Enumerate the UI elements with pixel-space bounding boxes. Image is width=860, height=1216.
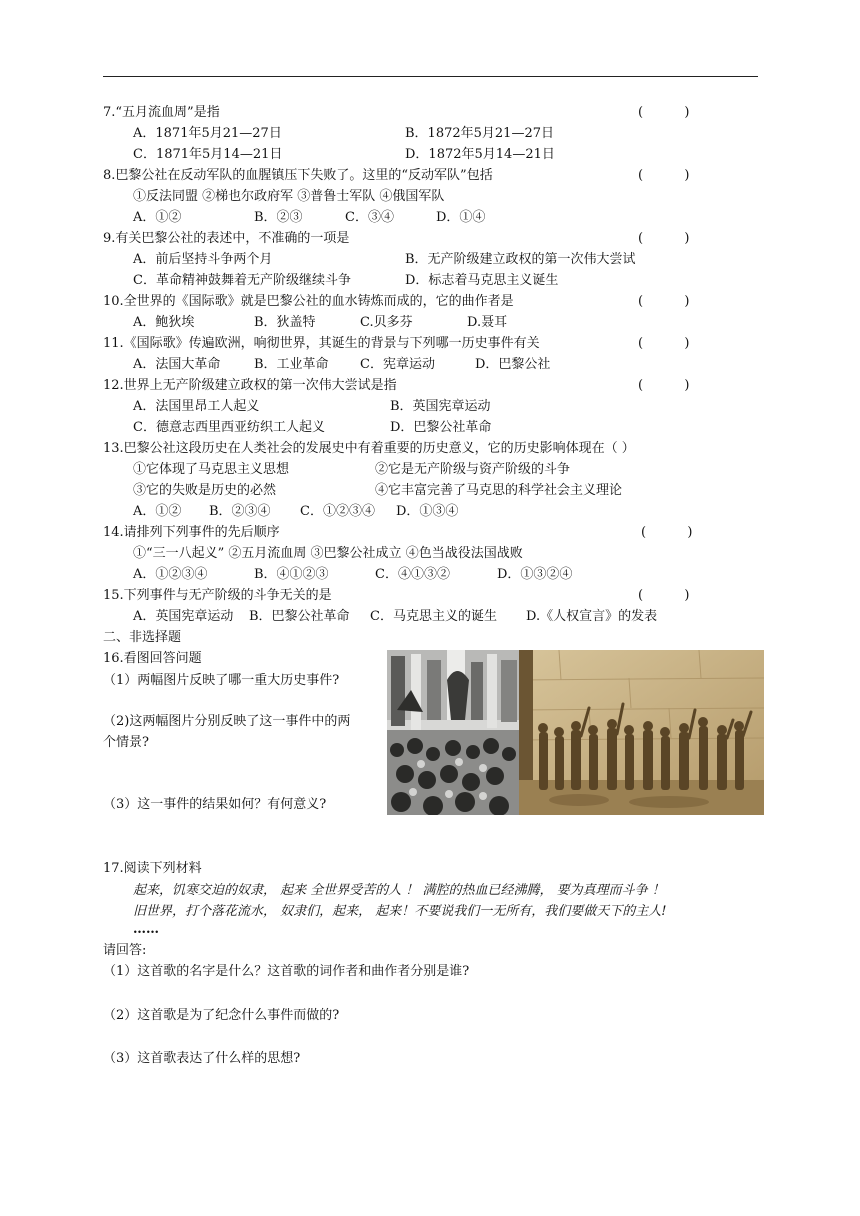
engraving-picture [387, 650, 519, 815]
option-d: D．巴黎公社 [475, 357, 551, 372]
option-a: A．①② [133, 504, 182, 519]
answer-blank[interactable]: ( ) [638, 294, 690, 309]
option-d: D.聂耳 [467, 315, 508, 330]
option-b: B．②③④ [209, 504, 271, 519]
option-a: A．法国大革命 [133, 357, 221, 372]
option-c: C．革命精神鼓舞着无产阶级继续斗争 [133, 273, 351, 288]
option-b: B．工业革命 [254, 357, 329, 372]
question-16: 16.看图回答问题 [103, 651, 202, 666]
question-14-items: ①“三一八起义” ②五月流血周 ③巴黎公社成立 ④色当战役法国战败 [133, 546, 523, 561]
option-b: B．英国宪章运动 [390, 399, 491, 414]
question-9: 9.有关巴黎公社的表述中，不准确的一项是 [103, 231, 350, 246]
answer-blank[interactable]: ( ) [638, 231, 690, 246]
question-16-part-2: （2)这两幅图片分别反映了这一事件中的两 [103, 714, 351, 729]
option-a: A．①② [133, 210, 182, 225]
question-17: 17.阅读下列材料 [103, 861, 202, 876]
option-a: A．1871年5月21—27日 [133, 126, 282, 141]
option-b: B．1872年5月21—27日 [405, 126, 554, 141]
question-16-part-3: （3）这一事件的结果如何？有何意义? [103, 797, 327, 812]
statement-2: ②它是无产阶级与资产阶级的斗争 [375, 462, 571, 477]
option-c: C．宪章运动 [360, 357, 435, 372]
option-a: A．法国里昂工人起义 [133, 399, 260, 414]
section-heading: 二、非选择题 [103, 630, 182, 645]
question-17-part-1: （1）这首歌的名字是什么？这首歌的词作者和曲作者分别是谁? [103, 964, 470, 979]
option-a: A．①②③④ [133, 567, 208, 582]
question-12: 12.世界上无产阶级建立政权的第一次伟大尝试是指 [103, 378, 397, 393]
question-15: 15.下列事件与无产阶级的斗争无关的是 [103, 588, 332, 603]
option-c: C．①②③④ [300, 504, 375, 519]
wall-painting-picture [519, 650, 764, 815]
option-b: B．④①②③ [254, 567, 329, 582]
option-c: C．③④ [345, 210, 394, 225]
question-10: 10.全世界的《国际歌》就是巴黎公社的血水铸炼而成的，它的曲作者是 [103, 294, 514, 309]
option-d: D．①④ [436, 210, 486, 225]
answer-blank[interactable]: ( ) [638, 336, 690, 351]
question-8-items: ①反法同盟 ②梯也尔政府军 ③普鲁士军队 ④俄国军队 [133, 189, 445, 204]
option-d: D．标志着马克思主义诞生 [405, 273, 559, 288]
option-b: B．无产阶级建立政权的第一次伟大尝试 [405, 252, 636, 267]
question-13: 13.巴黎公社这段历史在人类社会的发展史中有着重要的历史意义，它的历史影响体现在（ ） [103, 441, 635, 456]
option-c: C．1871年5月14—21日 [133, 147, 283, 162]
question-7: 7.“五月流血周”是指 [103, 105, 220, 120]
answer-blank[interactable]: ( ) [638, 105, 690, 120]
header-rule [103, 76, 758, 77]
question-16-part-1: （1）两幅图片反映了哪一重大历史事件? [103, 673, 340, 688]
option-d: D．①③④ [396, 504, 459, 519]
option-a: A．前后坚持斗争两个月 [133, 252, 273, 267]
answer-prompt: 请回答: [103, 943, 147, 958]
question-11: 11.《国际歌》传遍欧洲，响彻世界，其诞生的背景与下列哪一历史事件有关 [103, 336, 540, 351]
statement-3: ③它的失败是历史的必然 [133, 483, 277, 498]
statement-1: ①它体现了马克思主义思想 [133, 462, 290, 477]
lyric-line-1: 起来，饥寒交迫的奴隶， 起来 全世界受苦的人 ！ 满腔的热血已经沸腾， 要为真理而斗争 ！ [133, 883, 665, 898]
question-16-part-2-cont: 个情景? [103, 735, 149, 750]
option-c: C．④①③② [375, 567, 450, 582]
lyric-line-2: 旧世界，打个落花流水， 奴隶们，起来， 起来！不要说我们一无所有，我们要做天下的主人! [133, 904, 667, 919]
answer-blank[interactable]: ( ) [638, 168, 690, 183]
answer-blank[interactable]: ( ) [638, 378, 690, 393]
option-d: D.《人权宣言》的发表 [526, 609, 658, 624]
question-17-part-2: （2）这首歌是为了纪念什么事件而做的? [103, 1008, 340, 1023]
option-b: B．②③ [254, 210, 303, 225]
statement-4: ④它丰富完善了马克思的科学社会主义理论 [375, 483, 623, 498]
option-c: C.贝多芬 [360, 315, 413, 330]
option-c: C．马克思主义的诞生 [370, 609, 497, 624]
answer-blank[interactable]: ( ) [641, 525, 693, 540]
question-8: 8.巴黎公社在反动军队的血腥镇压下失败了。这里的“反动军队”包括 [103, 168, 493, 183]
option-d: D．①③②④ [497, 567, 573, 582]
answer-blank[interactable]: ( ) [638, 588, 690, 603]
question-17-part-3: （3）这首歌表达了什么样的思想? [103, 1051, 301, 1066]
option-d: D．1872年5月14—21日 [405, 147, 555, 162]
question-14: 14.请排列下列事件的先后顺序 [103, 525, 280, 540]
option-a: A．鲍狄埃 [133, 315, 195, 330]
option-d: D．巴黎公社革命 [390, 420, 492, 435]
option-c: C．德意志西里西亚纺织工人起义 [133, 420, 325, 435]
option-b: B．巴黎公社革命 [249, 609, 350, 624]
option-a: A．英国宪章运动 [133, 609, 234, 624]
lyric-ellipsis: …… [133, 922, 159, 937]
option-b: B．狄盖特 [254, 315, 316, 330]
